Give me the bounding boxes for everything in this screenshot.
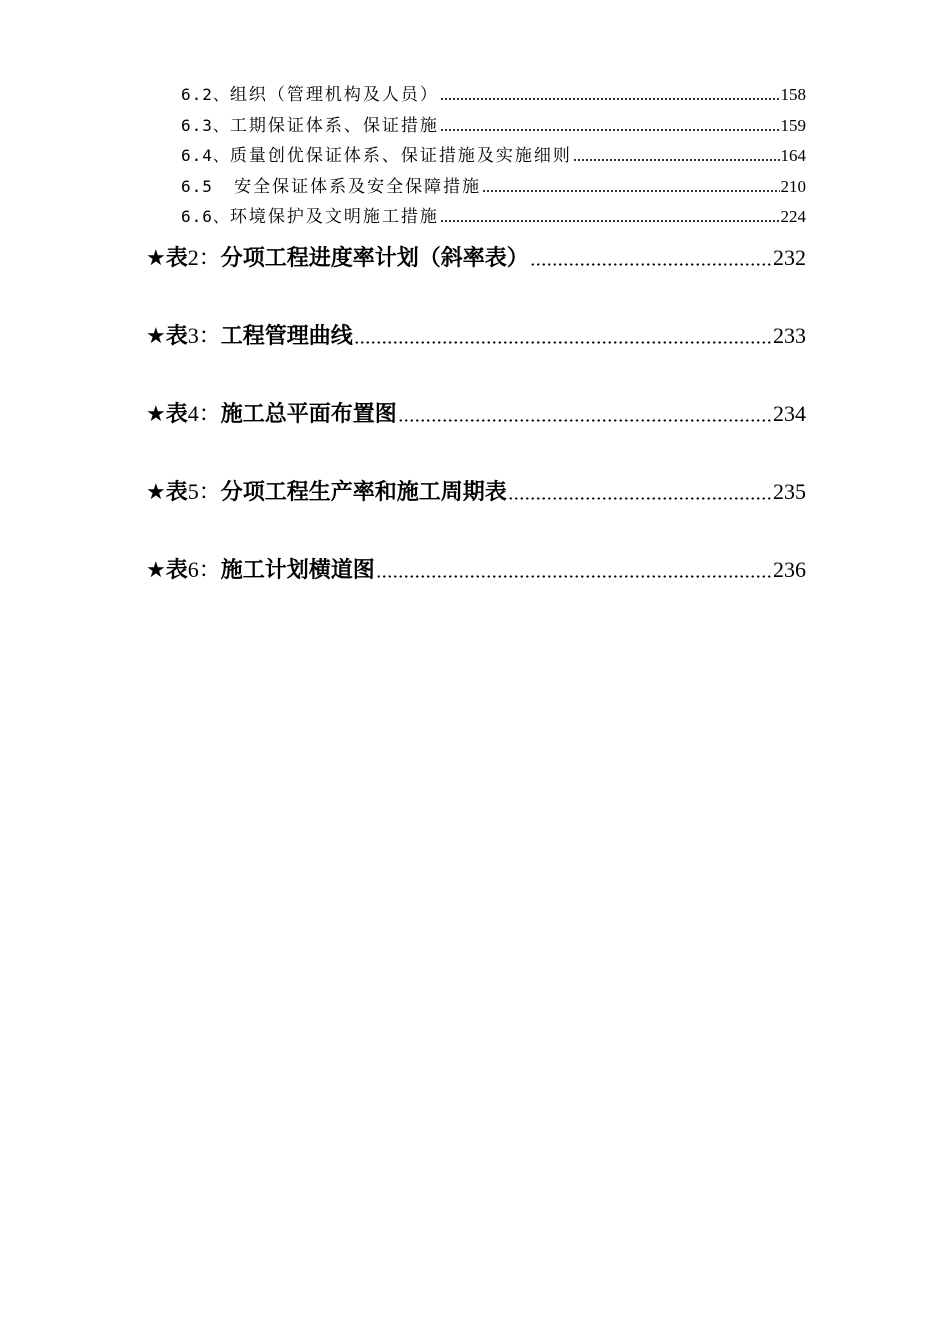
toc-entry-table-5[interactable] bbox=[146, 475, 806, 506]
toc-entry-number: 2： bbox=[187, 245, 221, 270]
toc-entry-prefix: 表 bbox=[165, 557, 188, 583]
toc-entry-prefix: 表 bbox=[165, 323, 188, 349]
toc-entry-6-2[interactable] bbox=[181, 80, 806, 105]
dot-leader bbox=[376, 574, 772, 579]
toc-entry-title: 施工总平面布置图 bbox=[220, 401, 397, 427]
toc-entry-title: 分项工程进度率计划（斜率表） bbox=[220, 245, 529, 271]
toc-entry-page: 224 bbox=[780, 207, 806, 226]
star-icon: ★ bbox=[146, 246, 166, 271]
dot-leader bbox=[573, 158, 780, 162]
toc-entry-title: 分项工程生产率和施工周期表 bbox=[220, 479, 507, 505]
dot-leader bbox=[508, 496, 772, 501]
toc-entry-title: 质量创优保证体系、保证措施及实施细则 bbox=[229, 146, 572, 166]
dot-leader bbox=[482, 189, 779, 193]
toc-entry-page: 233 bbox=[773, 323, 806, 348]
toc-entry-table-3[interactable] bbox=[146, 319, 806, 350]
toc-entry-number: 6.6、 bbox=[181, 207, 230, 226]
toc-entry-number: 6.3、 bbox=[181, 116, 230, 135]
toc-entry-page: 234 bbox=[773, 401, 806, 426]
toc-entry-title: 施工计划横道图 bbox=[220, 557, 375, 583]
toc-entry-page: 236 bbox=[773, 557, 806, 582]
toc-entry-number: 6.5 bbox=[181, 177, 235, 196]
toc-entry-number: 6： bbox=[187, 557, 221, 582]
star-icon: ★ bbox=[146, 558, 166, 583]
toc-entry-6-6[interactable] bbox=[181, 202, 806, 227]
toc-entry-title: 组织（管理机构及人员） bbox=[229, 85, 439, 105]
toc-entry-prefix: 表 bbox=[165, 245, 188, 271]
toc-entry-number: 4： bbox=[187, 401, 221, 426]
toc-entry-prefix: 表 bbox=[165, 479, 188, 505]
star-icon: ★ bbox=[146, 480, 166, 505]
toc-entry-page: 232 bbox=[773, 245, 806, 270]
toc-entry-number: 3： bbox=[187, 323, 221, 348]
toc-entry-prefix: 表 bbox=[165, 401, 188, 427]
dot-leader bbox=[440, 97, 780, 101]
toc-entry-page: 164 bbox=[780, 146, 806, 165]
toc-entry-6-4[interactable] bbox=[181, 141, 806, 166]
dot-leader bbox=[398, 418, 772, 423]
toc-entry-page: 159 bbox=[780, 116, 806, 135]
toc-entry-6-3[interactable] bbox=[181, 111, 806, 136]
star-icon: ★ bbox=[146, 402, 166, 427]
toc-entry-page: 158 bbox=[780, 85, 806, 104]
toc-entry-number: 5： bbox=[187, 479, 221, 504]
toc-entry-number: 6.4、 bbox=[181, 146, 230, 165]
toc-entry-number: 6.2、 bbox=[181, 85, 230, 104]
toc-entry-title: 工程管理曲线 bbox=[220, 323, 353, 349]
toc-entry-table-2[interactable] bbox=[146, 241, 806, 272]
dot-leader bbox=[354, 340, 772, 345]
toc-entry-title: 工期保证体系、保证措施 bbox=[229, 116, 439, 136]
dot-leader bbox=[440, 219, 780, 223]
dot-leader bbox=[530, 262, 772, 267]
dot-leader bbox=[440, 128, 780, 132]
toc-entry-title: 安全保证体系及安全保障措施 bbox=[234, 177, 482, 197]
toc-entry-title: 环境保护及文明施工措施 bbox=[229, 207, 439, 227]
toc-entry-page: 210 bbox=[780, 177, 806, 196]
toc-entry-table-6[interactable] bbox=[146, 553, 806, 584]
star-icon: ★ bbox=[146, 324, 166, 349]
toc-entry-table-4[interactable] bbox=[146, 397, 806, 428]
toc-entry-page: 235 bbox=[773, 479, 806, 504]
toc-entry-6-5[interactable] bbox=[181, 172, 806, 197]
